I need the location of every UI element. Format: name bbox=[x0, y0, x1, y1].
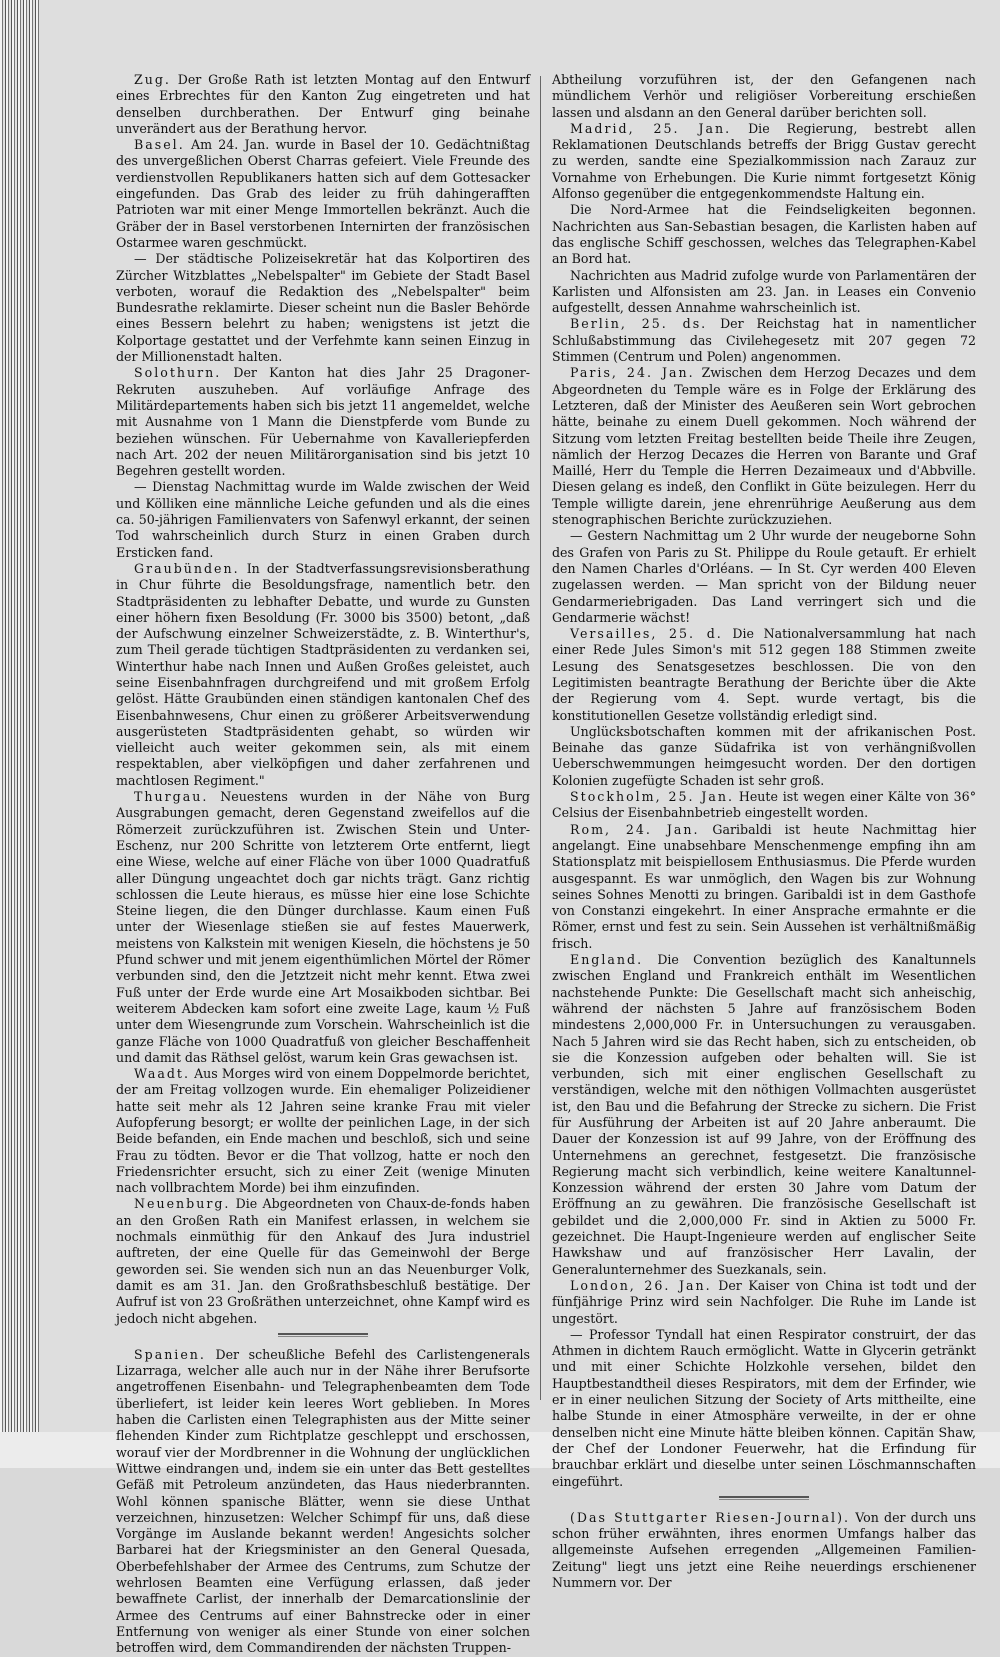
article-solothurn: Solothurn. Der Kanton hat dies Jahr 25 Dragoner-Rekruten auszuheben. Auf vorläufige Anfrage des Militärdepartements haben sich bis jetzt 11 angemeldet, welche mit Ausnahme von 1 Mann die Dienstpferde vom Bunde zu beziehen wünschen. Für Uebernahme von Kavalleriepferden nach Art. 202 der neuen Militärorganisation sind bis jetzt 10 Begehren gestellt worden. bbox=[116, 365, 530, 479]
article-spanien-continued: Abtheilung vorzuführen ist, der den Gefangenen nach mündlichem Verhör und religiöser Vorbereitung erschießen lassen und alsdann an den General darüber berichten soll. bbox=[552, 72, 976, 120]
article-madrid: Madrid, 25. Jan. Die Regierung, bestrebt allen Reklamationen Deutschlands betreffs der Brigg Gustav gerecht zu werden, sandte eine Spezialkommission nach Zarauz zur Vornahme von Erhebungen. Die Kurie nimmt fortgesetzt König Alfonso gegenüber die entgegenkommendste Haltung ein. bbox=[552, 120, 976, 202]
article-versailles: Versailles, 25. d. Die Nationalversammlung hat nach einer Rede Jules Simon's mit 512 gegen 188 Stimmen zweite Lesung des Senatsgesetzes beschlossen. Die von den Legitimisten beantragte Berathung der Berichte über die Akte der Regierung vom 4. Sept. wurde vertagt, bis die konstitutionellen Gesetze vollständig erledigt sind. bbox=[552, 626, 976, 723]
article-england: England. Die Convention bezüglich des Kanaltunnels zwischen England und Frankreich enthält im Wesentlichen nachstehende Punkte: Die Gesellschaft macht sich anheischig, während der nächsten 5 Jahre auf französischem Boden mindestens 2,000,000 Fr. in Untersuchungen zu verausgaben. Nach 5 Jahren wird sie das Recht haben, sich zu entscheiden, ob sie die Konzession aufgeben oder behalten will. Sie ist verbunden, sich mit einer englischen Gesellschaft zu verständigen, welche mit den nöthigen Vollmachten ausgerüstet ist, den Bau und die Befahrung der Strecke zu sichern. Die Frist für Ausführung der Arbeiten ist auf 20 Jahre anberaumt. Die Dauer der Konzession ist auf 99 Jahre, von der Eröffnung des Unternehmens an gerechnet, festgesetzt. Die französische Regierung macht sich verbindlich, keine weitere Kanaltunnel-Konzession während der ersten 30 Jahre vom Datum der Eröffnung an zu gewähren. Die französische Gesellschaft ist gebildet und die 2,000,000 Fr. sind in Aktien zu 5000 Fr. gezeichnet. Die Haupt-Ingenieure werden auf englischer Seite Hawkshaw und auf französischer Herr Lavalin, der Generalunternehmer des Suezkanals, sein. bbox=[552, 952, 976, 1277]
article-riesen-journal: (Das Stuttgarter Riesen-Journal). Von der durch uns schon früher erwähnten, ihres enormen Umfangs halber das allgemeinste Aufsehen erregenden „Allgemeinen Familien-Zeitung" liegt uns jetzt eine Reihe neuerdings erschienener Nummern vor. Der bbox=[552, 1509, 976, 1591]
article-spanien: Spanien. Der scheußliche Befehl des Carlistengenerals Lizarraga, welcher alle auch nur in der Nähe ihrer Berufsorte angetroffenen Eisenbahn- und Telegraphenbeamten dem Tode überliefert, ist leider kein leeres Wort geblieben. In Mores haben die Carlisten einen Telegraphisten aus der Mitte seiner flehenden Kinder zum Richtplatze geschleppt und erschossen, worauf vier der Mordbrenner in die Wohnung der unglücklichen Wittwe eindrangen und, indem sie ein unter das Bett gestelltes Gefäß mit Petroleum anzündeten, das Haus niederbrannten. Wohl können spanische Blätter, wenn sie diese Unthat verzeichnen, hinzusetzen: Welcher Schimpf für uns, daß diese Vorgänge im Auslande bekannt werden! Angesichts solcher Barbarei hat der Kriegsminister an den General Quesada, Oberbefehlshaber der Armee des Centrums, zum Schutze der wehrlosen Beamten eine Verfügung erlassen, daß jeder bewaffnete Carlist, der innerhalb der Demarcationslinie der Armee des Centrums auf einer Bahnstrecke oder in einer Entfernung von weniger als einer Stunde von einer solchen betroffen wird, dem Commandirenden der nächsten Truppen- bbox=[116, 1346, 531, 1656]
section-separator bbox=[278, 1333, 368, 1337]
article-graubuenden: Graubünden. In der Stadtverfassungsrevisionsberathung in Chur führte die Besoldungsfrage, namentlich betr. den Stadtpräsidenten zu lebhafter Debatte, und wurde zu Gunsten einer höhern fixen Besoldung (Fr. 3000 bis 3500) betont, „daß der Aufschwung einzelner Schweizerstädte, z. B. Winterthur's, zum Theil gerade tüchtigen Stadtpräsidenten zu verdanken sei, Winterthur habe nach Innen und Außen Großes geleistet, auch seine Eisenbahnfragen durchgreifend und mit großem Erfolg gelöst. Hätte Graubünden einen ständigen kantonalen Chef des Eisenbahnwesens, Chur einen zu größerer Arbeitsverwendung ausgerüsteten Stadtpräsidenten gehabt, so würden wir vielleicht auch weiter gekommen sein, als mit einem respektablen, aber vielköpfigen und daher zerfahrenen und machtlosen Regiment." bbox=[116, 560, 530, 788]
article-suedafrika: Unglücksbotschaften kommen mit der afrikanischen Post. Beinahe das ganze Südafrika ist von verhängnißvollen Ueberschwemmungen heimgesucht worden. Der den dortigen Kolonien zugefügte Schaden ist sehr groß. bbox=[552, 723, 976, 788]
article-basel-nebelspalter: — Der städtische Polizeisekretär hat das Kolportiren des Zürcher Witzblattes „Nebelspalter" im Gebiete der Stadt Basel verboten, worauf die Redaktion des „Nebelspalter" beim Bundesrathe reklamirte. Dieser scheint nun die Basler Behörde eines Bessern belehrt zu haben; wenigstens ist jetzt die Kolportage gestattet und der Verfehmte kann seinen Einzug in der Millionenstadt halten. bbox=[116, 251, 530, 365]
article-neuenburg: Neuenburg. Die Abgeordneten von Chaux-de-fonds haben an den Großen Rath ein Manifest erlassen, in welchem sie nochmals einmüthig für den Ankauf des Jura industriel auftreten, der eine Quelle für das Gemeinwohl der Berge geworden sei. Sie wenden sich nun an das Neuenburger Volk, damit es am 31. Jan. den Großrathsbeschluß bestätige. Der Aufruf ist von 23 Großräthen unterzeichnet, ohne Kampf wird es jedoch nicht abgehen. bbox=[116, 1196, 530, 1326]
article-nord-armee: Die Nord-Armee hat die Feindseligkeiten begonnen. Nachrichten aus San-Sebastian besagen, die Karlisten haben auf das englische Schiff geschossen, welches das Telegraphen-Kabel an Bord hat. bbox=[552, 202, 976, 267]
column-rule bbox=[540, 76, 541, 1400]
article-paris-taufe: — Gestern Nachmittag um 2 Uhr wurde der neugeborne Sohn des Grafen von Paris zu St. Philippe du Roule getauft. Er erhielt den Namen Charles d'Orléans. — In St. Cyr werden 400 Eleven zugelassen werden. — Man spricht von der Bildung neuer Gendarmeriebrigaden. Das Land verringert sich und die Gendarmerie wächst! bbox=[552, 528, 976, 625]
article-london: London, 26. Jan. Der Kaiser von China ist todt und der fünfjährige Prinz wird sein Nachfolger. Die Ruhe im Lande ist ungestört. bbox=[552, 1277, 976, 1326]
article-thurgau: Thurgau. Neuestens wurden in der Nähe von Burg Ausgrabungen gemacht, deren Gegenstand zweifellos auf die Römerzeit zurückzuführen ist. Zwischen Stein und Unter-Eschenz, nur 200 Schritte von letzterem Orte entfernt, liegt eine Wiese, welche auf einer Fläche von über 1000 Quadratfuß aller Düngung ungeachtet doch gar nichts trägt. Ganz richtig schlossen die Leute hieraus, es müsse hier eine lose Schichte Steine liegen, die den Dünger durchlasse. Kaum einen Fuß unter der Wiesenlage stießen sie auf festes Mauerwerk, meistens von Kalkstein mit wenigen Kieseln, die höchstens je 50 Pfund schwer und mit jenem eigenthümlichen Mörtel der Römer verbunden sind, den die Jetztzeit nicht mehr kennt. Etwa zwei Fuß unter der Erde wurde eine Art Mosaikboden sichtbar. Bei weiterem Abdecken kam sofort eine zweite Lage, kaum ½ Fuß unter dem Wiesengrunde zum Vorschein. Wahrscheinlich ist die ganze Fläche von 1000 Quadratfuß von gleicher Beschaffenheit und damit das Räthsel gelöst, warum kein Gras gewachsen ist. bbox=[116, 789, 530, 1065]
article-solothurn-leiche: — Dienstag Nachmittag wurde im Walde zwischen der Weid und Kölliken eine männliche Leiche gefunden und als die eines ca. 50-jährigen Familienvaters von Safenwyl erkannt, der seinen Tod wahrscheinlich durch Sturz in einen Graben durch Ersticken fand. bbox=[116, 479, 530, 560]
article-waadt: Waadt. Aus Morges wird von einem Doppelmorde berichtet, der am Freitag vollzogen wurde. Ein ehemaliger Polizeidiener hatte seit mehr als 12 Jahren seine kranke Frau mit vieler Aufopferung besorgt; er wollte der peinlichen Lage, in der sich Beide befanden, ein Ende machen und beschloß, sich und seine Frau zu tödten. Bevor er die That vollzog, hatte er noch den Friedensrichter ersucht, sich zu einer Zeit (wenige Minuten nach vollbrachtem Morde) bei ihm einzufinden. bbox=[116, 1066, 530, 1196]
section-separator bbox=[719, 1496, 809, 1500]
article-madrid-convenio: Nachrichten aus Madrid zufolge wurde von Parlamentären der Karlisten und Alfonsisten am 23. Jan. in Leases ein Convenio aufgestellt, dessen Annahme wahrscheinlich ist. bbox=[552, 267, 976, 316]
article-zug: Zug. Der Große Rath ist letzten Montag auf den Entwurf eines Erbrechtes für den Kanton Zug eingetreten und hat denselben durchberathen. Der Entwurf ging beinahe unverändert aus der Berathung hervor. bbox=[116, 72, 530, 136]
left-column bbox=[116, 72, 530, 1657]
page-stack-edge bbox=[0, 0, 40, 1468]
right-column bbox=[552, 72, 976, 1591]
article-berlin: Berlin, 25. ds. Der Reichstag hat in namentlicher Schlußabstimmung das Civilehegesetz mit 207 gegen 72 Stimmen (Centrum und Polen) angenommen. bbox=[552, 316, 976, 365]
article-tyndall: — Professor Tyndall hat einen Respirator construirt, der das Athmen in dichtem Rauch ermöglicht. Watte in Glycerin getränkt und mit einer Schichte Holzkohle versehen, bildet den Hauptbestandtheil dieses Respirators, mit dem der Erfinder, wie er in einer neulichen Sitzung der Society of Arts mittheilte, eine halbe Stunde in einer Atmosphäre verweilte, in der er ohne denselben nicht eine Minute hätte bleiben können. Capitän Shaw, der Chef der Londoner Feuerwehr, hat die Erfindung für brauchbar erklärt und dieselbe unter seinen Löschmannschaften eingeführt. bbox=[552, 1326, 976, 1489]
article-paris: Paris, 24. Jan. Zwischen dem Herzog Decazes und dem Abgeordneten du Temple wäre es in Folge der Erklärung des Letzteren, daß der Minister des Aeußeren sein Wort gebrochen hätte, beinahe zu einem Duell gekommen. Noch während der Sitzung vom letzten Freitag bestellten beide Theile ihre Zeugen, nämlich der Herzog Decazes die Herren von Barante und Graf Maillé, Herr du Temple die Herren Dezaimeaux und d'Abbville. Diesen gelang es indeß, den Conflikt in Güte beizulegen. Herr du Temple willigte darein, jene ehrenrührige Aeußerung aus dem stenographischen Berichte zurückzuziehen. bbox=[552, 365, 977, 528]
article-stockholm: Stockholm, 25. Jan. Heute ist wegen einer Kälte von 36° Celsius der Eisenbahnbetrieb eingestellt worden. bbox=[552, 789, 976, 821]
article-rom: Rom, 24. Jan. Garibaldi ist heute Nachmittag hier angelangt. Eine unabsehbare Menschenmenge empfing ihn am Stationsplatz mit beispiellosem Enthusiasmus. Die Pferde wurden ausgespannt. Es war unmöglich, den Wagen bis zur Wohnung seines Sohnes Menotti zu bringen. Garibaldi ist in dem Gasthofe von Constanzi eingekehrt. In einer Ansprache ermahnte er die Römer, ernst und fest zu sein. Sein Aussehen ist verhältnißmäßig frisch. bbox=[552, 821, 976, 951]
article-basel: Basel. Am 24. Jan. wurde in Basel der 10. Gedächtnißtag des unvergeßlichen Oberst Charras gefeiert. Viele Freunde des verdienstvollen Republikaners hatten sich auf dem Gottesacker eingefunden. Das Grab des leider zu früh dahingerafften Patrioten war mit einer Menge Immortellen bekränzt. Auch die Gräber der in Basel verstorbenen Internirten der französischen Ostarmee waren geschmückt. bbox=[116, 137, 530, 250]
